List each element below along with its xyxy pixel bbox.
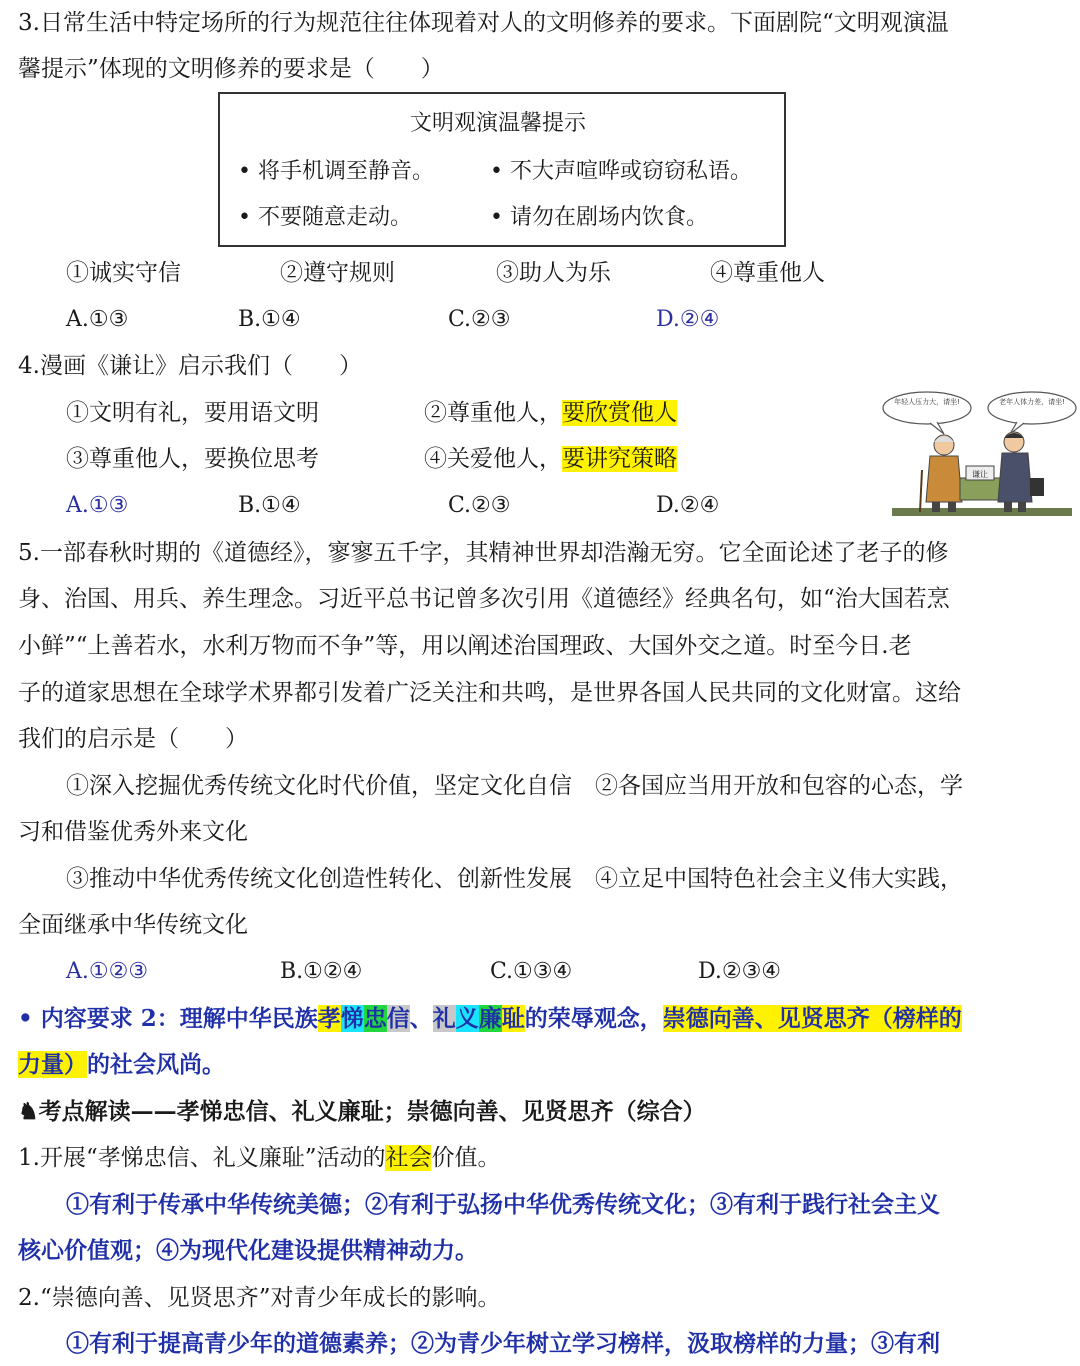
q5-stem-line5: 我们的启示是（ ）: [18, 726, 248, 752]
q3-item-2: ②遵守规则: [280, 260, 395, 286]
q3-stem-line2: 馨提示”体现的文明修养的要求是（ ）: [18, 56, 444, 82]
content-requirement-line2: [18, 1050, 225, 1080]
q5-option-b: B.①②④: [280, 959, 363, 984]
q5-items-line4: 全面继承中华传统文化: [18, 912, 248, 938]
key-point-1-answer-line2: 核心价值观；④为现代化建设提供精神动力。: [18, 1237, 478, 1264]
q3-option-b: B.①④: [238, 307, 301, 332]
q5-items-line3: ③推动中华优秀传统文化创造性转化、创新性发展 ④立足中国特色社会主义伟大实践，: [66, 866, 963, 892]
q4-option-c: C.②③: [448, 493, 511, 518]
q3-item-4: ④尊重他人: [710, 260, 825, 286]
req-char-xin: 信: [386, 1005, 410, 1032]
q4-item-4-highlight: 要讲究策略: [562, 446, 677, 472]
q4-item-2-text: ②尊重他人，: [424, 400, 562, 426]
tips-box-title: 文明观演温馨提示: [410, 111, 587, 136]
q4-option-b: B.①④: [238, 493, 301, 518]
q4-item-4-text: ④关爱他人，: [424, 446, 562, 472]
q3-option-d-answer: D.②④: [656, 307, 720, 332]
key-point-1-heading: [18, 1143, 500, 1173]
q4-item-2-highlight: 要欣赏他人: [562, 400, 677, 426]
q3-option-a: A.①③: [66, 307, 129, 332]
req-text-3: 的社会风尚。: [87, 1051, 225, 1078]
q4-option-a-answer: A.①③: [66, 493, 129, 518]
content-requirement-line1: [18, 1004, 962, 1034]
key-point-1-answer-line1: ①有利于传承中华传统美德；②有利于弘扬中华优秀传统文化；③有利于践行社会主义: [66, 1191, 940, 1218]
key-point-2-heading: 2.“崇德向善、见贤思齐”对青少年成长的影响。: [18, 1285, 501, 1311]
q4-item-1: ①文明有礼，要用语文明: [66, 400, 319, 426]
q5-option-a-answer: A.①②③: [66, 959, 149, 984]
q3-option-c: C.②③: [448, 307, 511, 332]
req-char-chi: 耻: [501, 1005, 525, 1032]
tip-3: • 不要随意走动。: [238, 205, 412, 230]
q4-stem: 4.漫画《谦让》启示我们（ ）: [18, 353, 362, 379]
q5-option-c: C.①③④: [490, 959, 573, 984]
q5-stem-line1: 5.一部春秋时期的《道德经》，寥寥五千字，其精神世界却浩瀚无穷。它全面论述了老子的修: [18, 540, 949, 566]
cartoon-bubble-right: 老年人体力差，请坐!: [999, 398, 1065, 406]
q3-stem-line1: 3.日常生活中特定场所的行为规范往往体现着对人的文明修养的要求。下面剧院“文明观演温: [18, 10, 949, 36]
kp1-text-end: 价值。: [431, 1145, 501, 1171]
tip-1: • 将手机调至静音。: [238, 159, 434, 184]
req-highlight-1: 崇德向善、见贤思齐（榜样的: [662, 1005, 962, 1032]
q5-option-d: D.②③④: [698, 959, 782, 984]
modesty-cartoon-image: [882, 390, 1078, 522]
req-sep: 、: [409, 1005, 433, 1032]
req-highlight-2: 力量）: [18, 1051, 87, 1078]
tip-2: • 不大声喧哗或窃窃私语。: [490, 159, 752, 184]
q5-stem-line3: 小鲜”“上善若水，水利万物而不争”等，用以阐述治国理政、大国外交之道。时至今日.老: [18, 633, 912, 659]
q3-item-1: ①诚实守信: [66, 260, 181, 286]
req-char-li: 礼: [432, 1005, 456, 1032]
tip-4: • 请勿在剧场内饮食。: [490, 205, 708, 230]
q5-items-line1: ①深入挖掘优秀传统文化时代价值，坚定文化自信 ②各国应当用开放和包容的心态，学: [66, 773, 963, 799]
req-char-ti: 悌: [340, 1005, 364, 1032]
cartoon-bubble-left: 年轻人压力大，请坐!: [894, 398, 960, 406]
kp1-text: 1.开展“孝悌忠信、礼义廉耻”活动的: [18, 1145, 386, 1171]
civility-tips-box: [218, 92, 786, 247]
key-points-title: ♞考点解读——孝悌忠信、礼义廉耻；崇德向善、见贤思齐（综合）: [18, 1098, 706, 1125]
req-char-xiao: 孝: [317, 1005, 341, 1032]
q4-item-3: ③尊重他人，要换位思考: [66, 446, 319, 472]
q5-stem-line2: 身、治国、用兵、养生理念。习近平总书记曾多次引用《道德经》经典名句，如“治大国若烹: [18, 586, 950, 612]
cartoon-seat-label: 谦让: [972, 470, 988, 479]
req-char-yi: 义: [455, 1005, 479, 1032]
req-text-1: • 内容要求 2：理解中华民族: [18, 1005, 318, 1032]
kp1-highlight: 社会: [385, 1145, 432, 1171]
q4-item-4: [424, 444, 677, 474]
q4-option-d: D.②④: [656, 493, 720, 518]
q4-item-2: [424, 398, 677, 428]
key-point-2-answer-line1: ①有利于提高青少年的道德素养；②为青少年树立学习榜样，汲取榜样的力量；③有利: [66, 1330, 940, 1357]
q3-item-3: ③助人为乐: [496, 260, 611, 286]
req-char-zhong: 忠: [363, 1005, 387, 1032]
q5-stem-line4: 子的道家思想在全球学术界都引发着广泛关注和共鸣，是世界各国人民共同的文化财富。这给: [18, 680, 961, 706]
q5-items-line2: 习和借鉴优秀外来文化: [18, 819, 248, 845]
req-char-lian: 廉: [478, 1005, 502, 1032]
req-text-2: 的荣辱观念，: [524, 1005, 663, 1032]
